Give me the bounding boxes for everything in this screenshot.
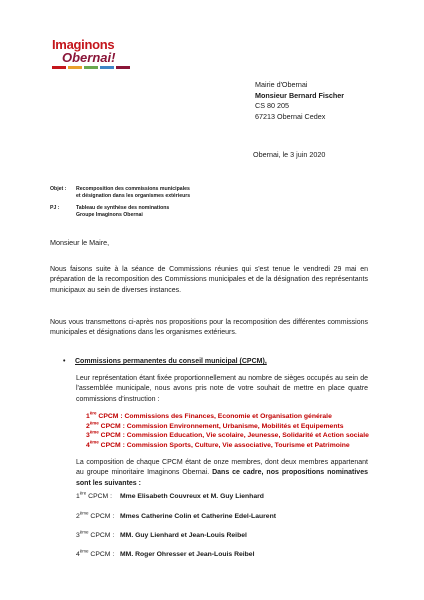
- nomination-row: 1ère CPCM : Mme Elisabeth Couvreux et M. Guy Lienhard: [76, 490, 264, 500]
- recipient-address: [255, 80, 344, 122]
- objet-line: et désignation dans les organismes extérieurs: [76, 193, 191, 199]
- logo-bar-segment: [52, 66, 66, 69]
- recipient-name: Monsieur Bernard Fischer: [255, 90, 345, 100]
- recipient-line: Mairie d'Obernai: [255, 80, 308, 89]
- logo-color-bar: [52, 66, 132, 69]
- paragraph-proposals: Nous vous transmettons ci-après nos propositions pour la recomposition des différentes commissions municipales et désignations dans les organismes extérieurs.: [50, 319, 368, 337]
- cpcm-item: 3ème CPCM : Commission Education, Vie scolaire, Jeunesse, Solidarité et Action sociale: [86, 429, 369, 440]
- pj-line: Groupe Imaginons Obernai: [76, 212, 143, 218]
- paragraph-composition: La composition de chaque CPCM étant de onze membres, dont deux membres appartenant au groupe minoritaire Imaginons Obernai. Dans ce cadre, nos propositions nominatives sont les suivantes :: [76, 459, 368, 487]
- bullet-dot-icon: •: [63, 358, 66, 365]
- objet-label: Objet :: [50, 186, 67, 192]
- cpcm-item: 2ème CPCM : Commission Environnement, Urbanisme, Mobilités et Equipements: [86, 420, 344, 430]
- logo-text-line2: Obernai!: [62, 50, 116, 65]
- pj-label: PJ :: [50, 205, 60, 211]
- logo-bar-segment: [84, 66, 98, 69]
- pj-block: [50, 205, 169, 219]
- bullet-heading: [63, 358, 267, 365]
- pj-line: Tableau de synthèse des nominations: [76, 205, 170, 211]
- paragraph-intro: Nous faisons suite à la séance de Commissions réunies qui s'est tenue le vendredi 29 mai en préparation de la recomposition des Commissions municipales et de la désignation des représentants municipaux au sein de diverses instances.: [50, 266, 368, 294]
- letter-date: Obernai, le 3 juin 2020: [253, 150, 326, 159]
- logo: [52, 38, 132, 69]
- bullet-text: Commissions permanentes du conseil municipal (CPCM),: [75, 358, 267, 365]
- nomination-row: 4ème CPCM : MM. Roger Ohresser et Jean-Louis Reibel: [76, 548, 255, 558]
- salutation: Monsieur le Maire,: [50, 238, 110, 247]
- logo-bar-segment: [100, 66, 114, 69]
- nomination-row: 2ème CPCM : Mmes Catherine Colin et Catherine Edel-Laurent: [76, 510, 276, 520]
- nomination-row: 3ème CPCM : MM. Guy Lienhard et Jean-Louis Reibel: [76, 529, 247, 539]
- logo-text-line1: Imaginons: [52, 37, 115, 52]
- paragraph-representation: Leur représentation étant fixée proportionnellement au nombre de sièges occupés au sein de l'assemblée municipale, nous avons pris note de votre souhait de mettre en place quatre commissions d'instruction :: [76, 375, 368, 403]
- cpcm-item: 1ère CPCM : Commissions des Finances, Economie et Organisation générale: [86, 410, 332, 420]
- objet-block: [50, 186, 190, 200]
- objet-line: Recomposition des commissions municipales: [76, 186, 190, 192]
- recipient-line: CS 80 205: [255, 101, 289, 110]
- recipient-line: 67213 Obernai Cedex: [255, 111, 326, 121]
- cpcm-list: [86, 412, 369, 450]
- cpcm-item: 4ème CPCM : Commission Sports, Culture, Vie associative, Tourisme et Patrimoine: [86, 439, 350, 449]
- logo-bar-segment: [116, 66, 130, 69]
- logo-bar-segment: [68, 66, 82, 69]
